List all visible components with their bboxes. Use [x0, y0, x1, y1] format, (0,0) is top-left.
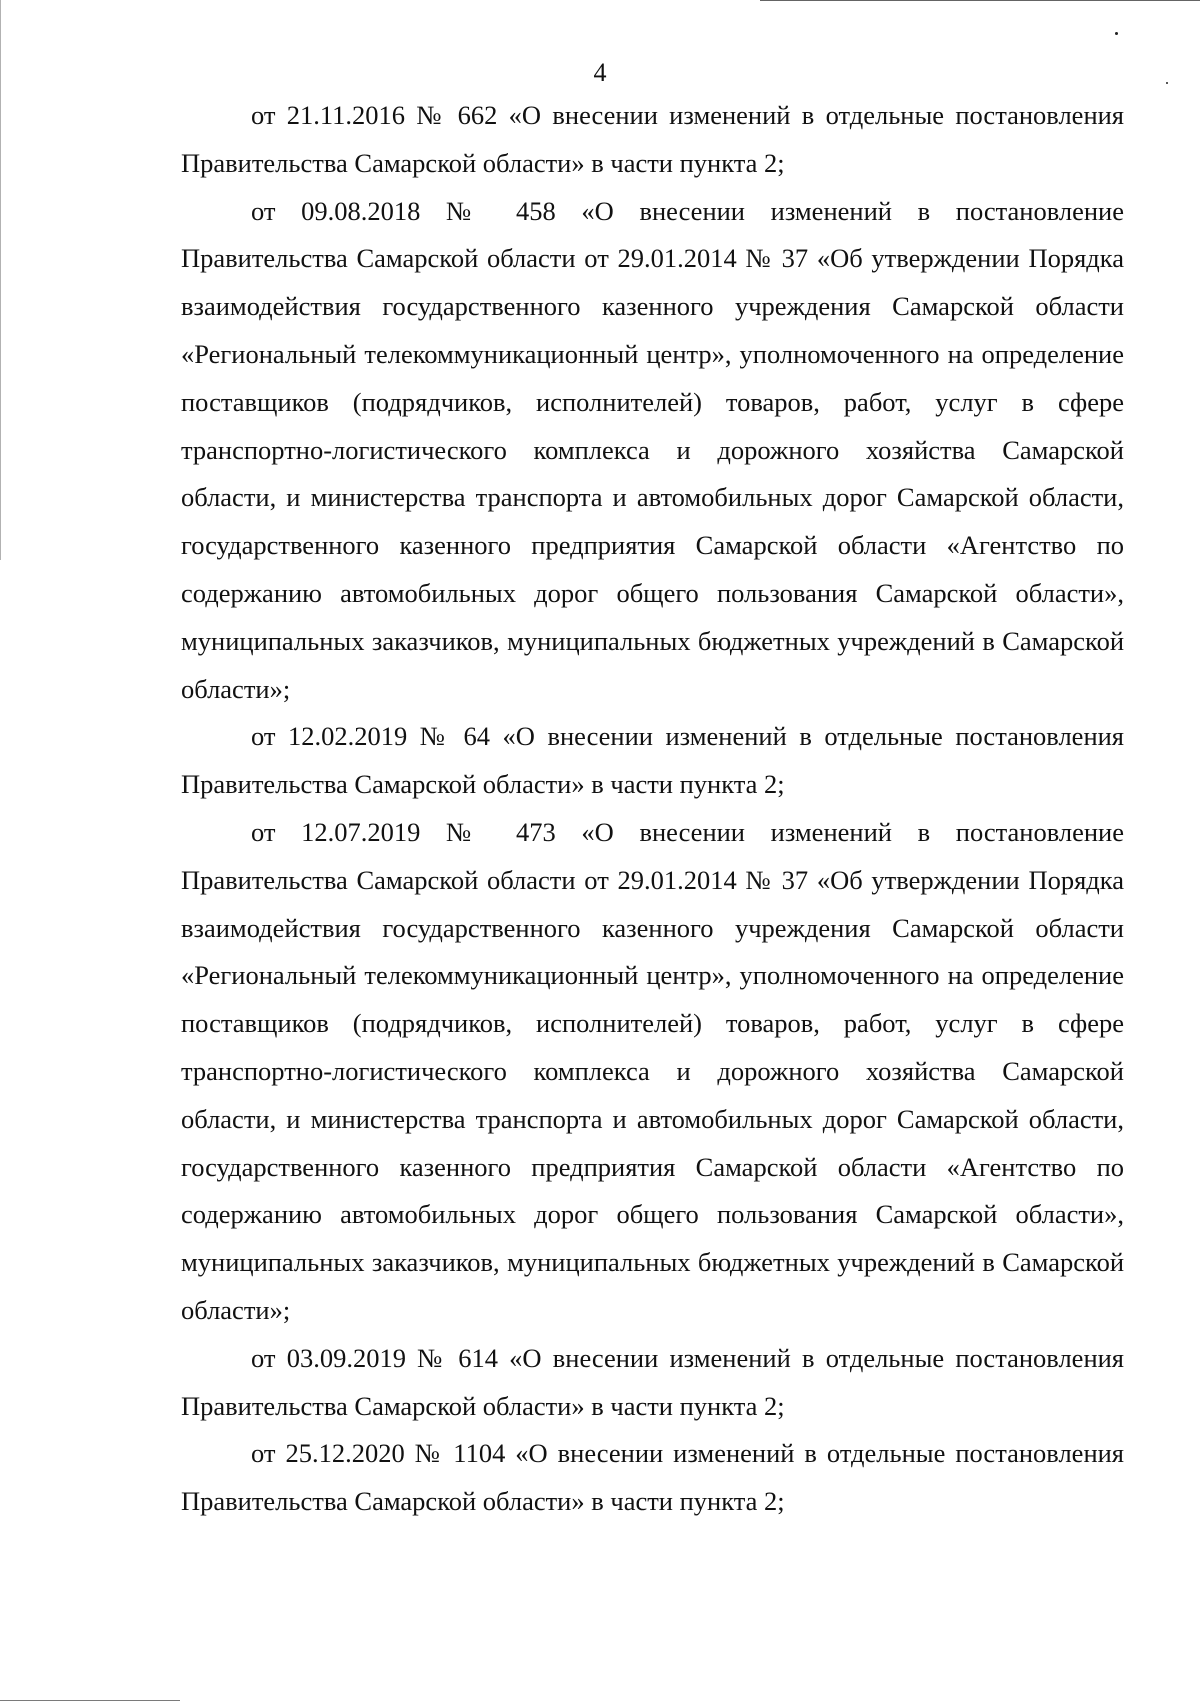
paragraph-resolution-2019-614: от 03.09.2019 № 614 «О внесении изменений в отдельные постановления Правительства Самарской области» в части пункта 2;: [181, 1342, 1124, 1421]
page-number: 4: [593, 58, 607, 87]
scan-bottom-edge-line: [0, 1700, 180, 1701]
paragraph-resolution-2020-1104: от 25.12.2020 № 1104 «О внесении изменений в отдельные постановления Правительства Самарской области» в части пункта 2;: [181, 1438, 1124, 1517]
paragraph-resolution-2019-64: от 12.02.2019 № 64 «О внесении изменений в отдельные постановления Правительства Самарской области» в части пункта 2;: [181, 721, 1124, 800]
paragraph-resolution-2019-473: от 12.07.2019 № 473 «О внесении изменений в постановление Правительства Самарской области от 29.01.2014 № 37 «Об утверждении Порядка взаимодействия государственного казенного учреждения Самарской области «Региональный телекоммуникационный центр», уполномоченного на определение поставщиков (подрядчиков, исполнителей) товаров, работ, услуг в сфере транспортно-логистического комплекса и дорожного хозяйства Самарской области, и министерства транспорта и автомобильных дорог Самарской области, государственного казенного предприятия Самарской области «Агентство по содержанию автомобильных дорог общего пользования Самарской области», муниципальных заказчиков, муниципальных бюджетных учреждений в Самарской области»;: [181, 816, 1124, 1325]
paragraph-resolution-2016-662: от 21.11.2016 № 662 «О внесении изменений в отдельные постановления Правительства Самарской области» в части пункта 2;: [181, 100, 1124, 178]
document-body: [181, 92, 1124, 1526]
scan-dot-top-right: [1115, 32, 1118, 35]
paragraph-resolution-2018-458: от 09.08.2018 № 458 «О внесении изменений в постановление Правительства Самарской области от 29.01.2014 № 37 «Об утверждении Порядка взаимодействия государственного казенного учреждения Самарской области «Региональный телекоммуникационный центр», уполномоченного на определение поставщиков (подрядчиков, исполнителей) товаров, работ, услуг в сфере транспортно-логистического комплекса и дорожного хозяйства Самарской области, и министерства транспорта и автомобильных дорог Самарской области, государственного казенного предприятия Самарской области «Агентство по содержанию автомобильных дорог общего пользования Самарской области», муниципальных заказчиков, муниципальных бюджетных учреждений в Самарской области»;: [181, 195, 1124, 704]
scan-top-edge-line: [760, 0, 1200, 1]
